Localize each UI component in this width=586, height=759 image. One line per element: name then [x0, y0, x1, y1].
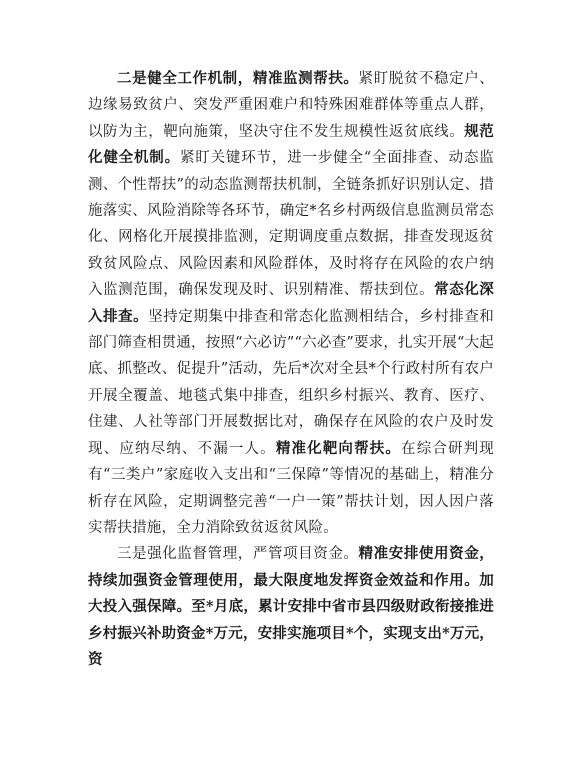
subheading-routine-screening: 常态化深入排查。	[88, 281, 494, 325]
subheading-targeted-assistance: 精准化靶向帮扶。	[275, 439, 402, 457]
heading-supervision: 三是强化监督管理，严管项目资金。	[117, 546, 359, 563]
heading-work-mechanism: 二是健全工作机制，精准监测帮扶。	[117, 70, 359, 87]
body-text: 坚持定期集中排查和常态化监测相结合，乡村排查和部门筛查相贯通，按照“六必访”“六必查”要求，扎实开展“大起底、抓整改、促提升”活动，先后*次对全县*个行政村所有农户开展全覆盖、地毯式集中排查，组织乡村振兴、教育、医疗、住建、人社等部门开展数据比对，确保存在风险的农户及时发现、应纳尽纳、不漏一人。	[88, 308, 494, 457]
paragraph-supervision	[88, 541, 494, 673]
document-body	[88, 66, 494, 673]
subheading-standardized-mechanism: 规范化健全机制。	[88, 122, 494, 167]
body-text: 紧盯关键环节，进一步健全“全面排查、动态监测、个性帮扶”的动态监测帮扶机制，全链条抓好识别认定、措施落实、风险消除等各环节，确定*名乡村两级信息监测员常态化、网格化开展摸排监测，定期调度重点数据，排查发现返贫致贫风险点、风险因素和风险群体，及时将存在风险的农户纳入监测范围，确保发现及时、识别精准、帮扶到位。	[88, 150, 494, 299]
paragraph-work-mechanism	[88, 66, 494, 541]
body-text-bold: 至*月底，累计安排中省市县四级财政衔接推进乡村振兴补助资金*万元，安排实施项目*个，实现支出*万元，资	[88, 598, 495, 668]
body-text: 在综合研判现有“三类户”家庭收入支出和“三保障”等情况的基础上，精准分析存在风险，定期调整完善“一户一策”帮扶计划，因人因户落实帮扶措施，全力消除致贫返贫风险。	[88, 440, 495, 536]
body-text: 紧盯脱贫不稳定户、边缘易致贫户、突发严重困难户和特殊困难群体等重点人群，以防为主，靶向施策，坚决守住不发生规模性返贫底线。	[88, 71, 494, 140]
body-text-bold: 精准安排使用资金，持续加强资金管理使用，最大限度地发挥资金效益和作用。加大投入强保障。	[88, 545, 494, 616]
